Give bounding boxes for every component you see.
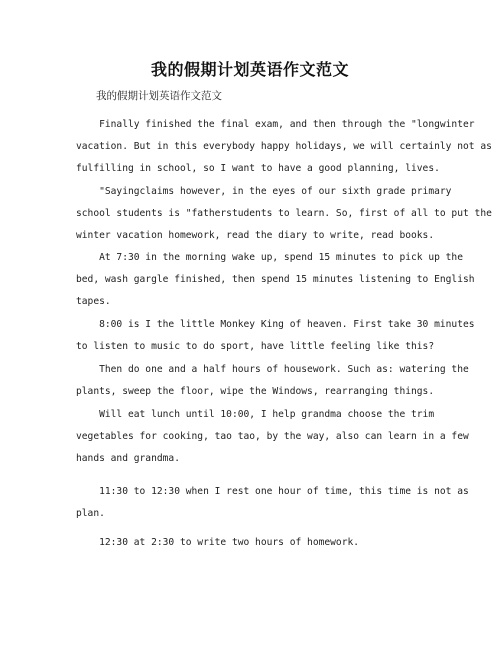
- paragraph: [76, 247, 475, 313]
- document-title: 我的假期计划英语作文范文: [150, 60, 349, 79]
- paragraph-line: hands and grandma.: [76, 453, 180, 464]
- paragraph-line: Will eat lunch until 10:00, I help grandma choose the trim: [76, 409, 435, 420]
- paragraph-line: vegetables for cooking, tao tao, by the way, also can learn in a few: [76, 431, 469, 442]
- paragraph-line: Finally finished the final exam, and then through the "longwinter: [76, 119, 475, 130]
- paragraph-line: 12:30 at 2:30 to write two hours of homework.: [76, 537, 360, 548]
- paragraph-line: 8:00 is I the little Monkey King of heaven. First take 30 minutes: [76, 319, 475, 330]
- document-subtitle: 我的假期计划英语作文范文: [96, 90, 222, 102]
- paragraph: [76, 481, 469, 525]
- paragraph-line: 11:30 to 12:30 when I rest one hour of time, this time is not as: [76, 486, 469, 497]
- paragraph-line: At 7:30 in the morning wake up, spend 15 minutes to pick up the: [76, 252, 463, 263]
- paragraph-line: plan.: [76, 508, 105, 519]
- paragraph: [76, 114, 492, 180]
- paragraph-line: school students is "fatherstudents to learn. So, first of all to put the: [76, 208, 492, 219]
- paragraph-line: vacation. But in this everybody happy holidays, we will certainly not as: [76, 141, 492, 152]
- paragraph-line: tapes.: [76, 296, 111, 307]
- paragraph: [76, 404, 469, 470]
- paragraph-line: plants, sweep the floor, wipe the Windows, rearranging things.: [76, 386, 435, 397]
- paragraph-line: bed, wash gargle finished, then spend 15 minutes listening to English: [76, 274, 475, 285]
- paragraph-line: fulfilling in school, so I want to have a good planning, lives.: [76, 163, 440, 174]
- paragraph-line: winter vacation homework, read the diary to write, read books.: [76, 230, 435, 241]
- paragraph-line: Then do one and a half hours of housework. Such as: watering the: [76, 364, 469, 375]
- paragraph-line: to listen to music to do sport, have little feeling like this?: [76, 341, 435, 352]
- paragraph: [76, 532, 436, 554]
- paragraph-line: "Sayingclaims however, in the eyes of our sixth grade primary: [76, 186, 452, 197]
- paragraph: [76, 359, 469, 403]
- paragraph: [76, 314, 475, 358]
- paragraph: [76, 181, 492, 247]
